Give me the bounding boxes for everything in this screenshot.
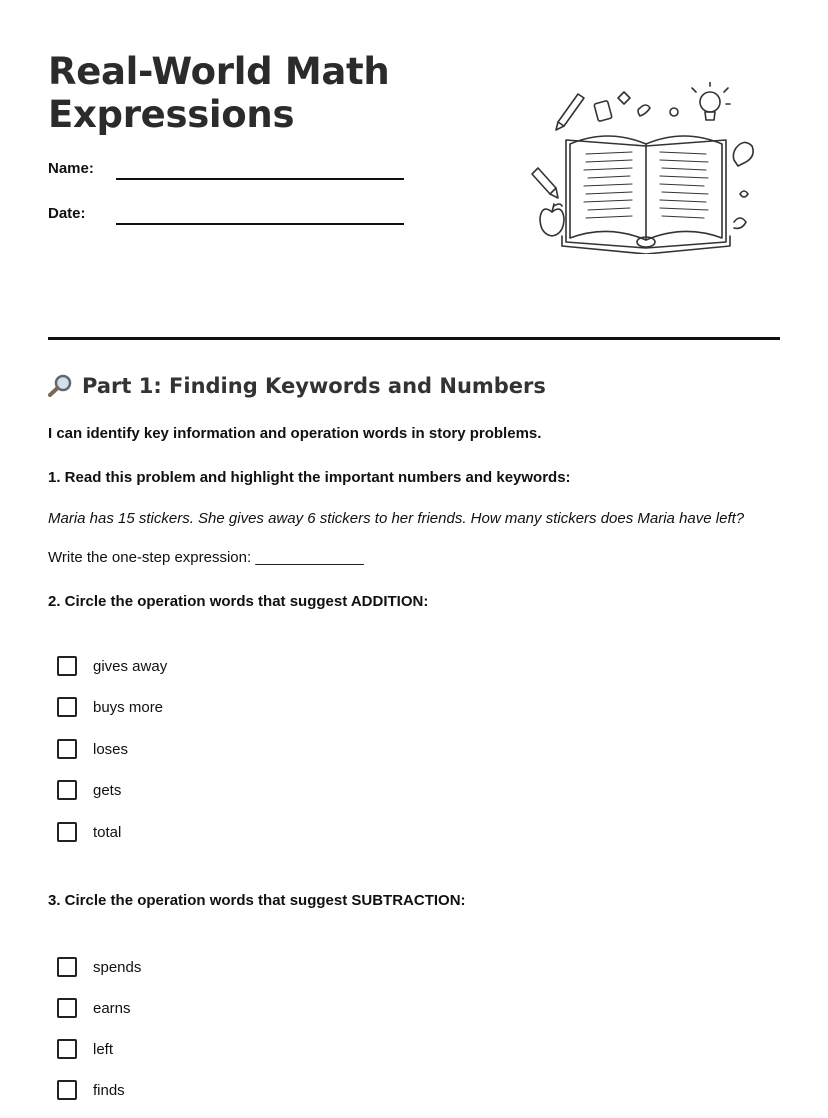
q1-expression[interactable]: Write the one-step expression: _____________ <box>48 549 364 566</box>
date-label: Date: <box>48 205 86 222</box>
option-label: gives away <box>93 657 168 675</box>
option-label: buys more <box>93 698 164 716</box>
checkbox[interactable] <box>57 780 77 800</box>
checkbox[interactable] <box>57 1039 77 1059</box>
q3-prompt: 3. Circle the operation words that suggest SUBTRACTION: <box>48 892 466 909</box>
date-field[interactable] <box>48 205 116 222</box>
checkbox[interactable] <box>57 957 77 977</box>
list-item[interactable] <box>57 697 163 717</box>
checkbox[interactable] <box>57 822 77 842</box>
checkbox[interactable] <box>57 697 77 717</box>
q1-prompt: 1. Read this problem and highlight the important numbers and keywords: <box>48 469 571 486</box>
checkbox[interactable] <box>57 998 77 1018</box>
option-label: finds <box>93 1081 125 1099</box>
list-item[interactable] <box>57 739 128 759</box>
q2-prompt: 2. Circle the operation words that suggest ADDITION: <box>48 593 429 610</box>
name-line[interactable] <box>116 178 404 180</box>
option-label: left <box>93 1040 114 1058</box>
name-label: Name: <box>48 160 94 177</box>
list-item[interactable] <box>57 998 131 1018</box>
list-item[interactable] <box>57 822 121 842</box>
q1-story: Maria has 15 stickers. She gives away 6 stickers to her friends. How many stickers does Maria have left? <box>48 510 745 527</box>
option-label: spends <box>93 958 142 976</box>
part1-heading-text: Part 1: Finding Keywords and Numbers <box>82 374 546 398</box>
option-label: gets <box>93 781 122 799</box>
list-item[interactable] <box>57 957 141 977</box>
option-label: loses <box>93 740 129 758</box>
magnifying-glass-icon <box>48 374 74 398</box>
part1-heading <box>48 374 546 398</box>
part1-objective: I can identify key information and operation words in story problems. <box>48 425 542 442</box>
list-item[interactable] <box>57 1080 125 1100</box>
list-item[interactable] <box>57 656 167 676</box>
list-item[interactable] <box>57 1039 113 1059</box>
checkbox[interactable] <box>57 1080 77 1100</box>
option-label: total <box>93 823 122 841</box>
date-line[interactable] <box>116 223 404 225</box>
checkbox[interactable] <box>57 739 77 759</box>
section-divider <box>48 337 780 340</box>
checkbox[interactable] <box>57 656 77 676</box>
list-item[interactable] <box>57 780 121 800</box>
name-field[interactable] <box>48 160 116 177</box>
worksheet-title: Real-World Math Expressions <box>48 50 390 136</box>
option-label: earns <box>93 999 131 1017</box>
open-book-with-doodles-icon <box>528 82 764 254</box>
